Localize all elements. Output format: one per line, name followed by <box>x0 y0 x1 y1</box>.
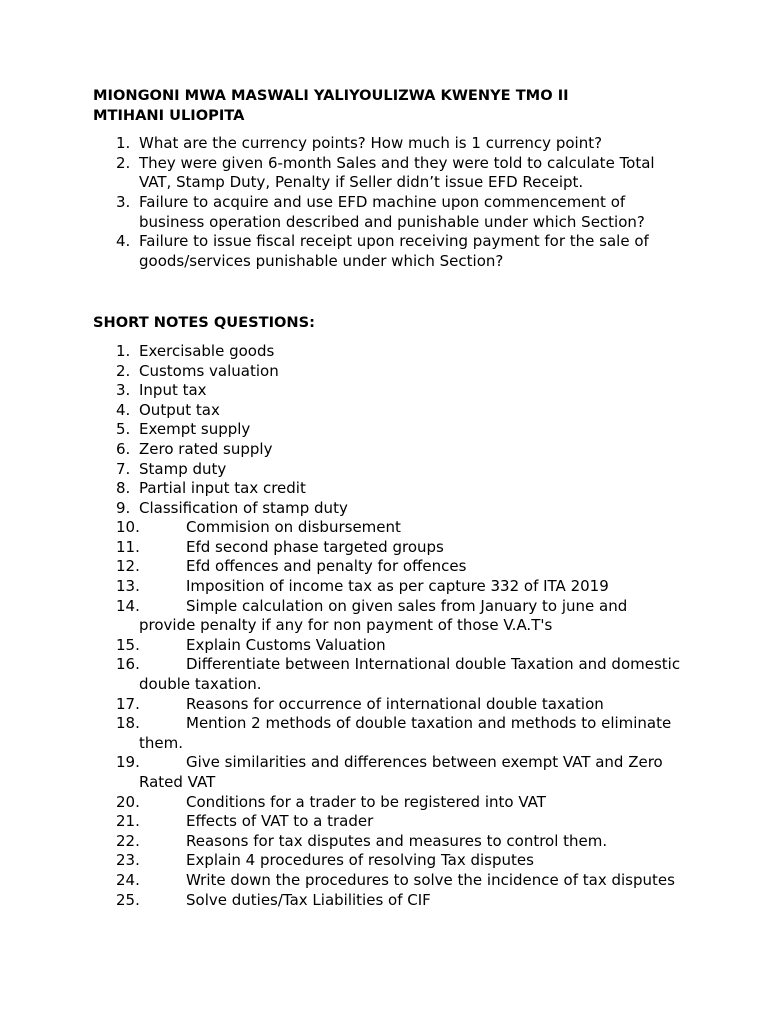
list-item <box>93 753 683 792</box>
document-page <box>93 86 683 910</box>
list-item <box>93 793 683 813</box>
list-item <box>93 420 683 440</box>
list-item <box>93 232 683 271</box>
list-item <box>93 538 683 558</box>
item-number: 24. <box>116 870 140 889</box>
list-item <box>93 440 683 460</box>
item-text: Partial input tax credit <box>139 479 306 498</box>
past-questions-list <box>93 134 683 271</box>
item-number: 22. <box>116 831 140 850</box>
list-item <box>93 401 683 421</box>
item-number: 19. <box>116 753 140 772</box>
item-text: Failure to acquire and use EFD machine upon commencement of business operation described and punishable under which Section? <box>139 192 645 231</box>
item-number: 9. <box>116 498 131 517</box>
list-item <box>93 154 683 193</box>
item-text: Efd second phase targeted groups <box>186 537 444 556</box>
list-item <box>93 812 683 832</box>
item-number: 10. <box>116 518 140 537</box>
list-item <box>93 714 683 753</box>
item-number: 5. <box>116 420 131 439</box>
item-text: What are the currency points? How much is 1 currency point? <box>139 134 603 153</box>
list-item <box>93 891 683 911</box>
list-item <box>93 557 683 577</box>
item-number: 3. <box>116 192 131 211</box>
item-number: 2. <box>116 361 131 380</box>
item-number: 1. <box>116 134 131 153</box>
list-item <box>93 655 683 694</box>
item-number: 14. <box>116 596 140 615</box>
item-number: 16. <box>116 655 140 674</box>
list-item <box>93 636 683 656</box>
item-number: 20. <box>116 792 140 811</box>
list-item <box>93 577 683 597</box>
item-number: 21. <box>116 812 140 831</box>
item-text: Commision on disbursement <box>186 518 401 537</box>
item-text: Explain Customs Valuation <box>186 635 386 654</box>
item-number: 11. <box>116 537 140 556</box>
document-heading <box>93 86 683 125</box>
item-text: Failure to issue fiscal receipt upon receiving payment for the sale of goods/services punishable under which Section? <box>139 232 649 270</box>
item-number: 25. <box>116 890 140 909</box>
item-text: Input tax <box>139 381 207 400</box>
item-number: 15. <box>116 635 140 654</box>
item-text: Zero rated supply <box>139 439 273 458</box>
item-text: Reasons for tax disputes and measures to control them. <box>186 831 608 850</box>
list-item <box>93 499 683 519</box>
short-notes-title: SHORT NOTES QUESTIONS: <box>93 314 315 332</box>
item-text: Give similarities and differences between exempt VAT and Zero Rated VAT <box>139 753 663 791</box>
list-item <box>93 832 683 852</box>
list-item <box>93 381 683 401</box>
item-text: Mention 2 methods of double taxation and methods to eliminate them. <box>139 714 672 752</box>
item-text: Efd offences and penalty for offences <box>186 557 467 576</box>
item-number: 23. <box>116 851 140 870</box>
item-number: 3. <box>116 381 131 400</box>
list-item <box>93 342 683 362</box>
item-text: They were given 6-month Sales and they were told to calculate Total VAT, Stamp Duty, Penalty if Seller didn’t issue EFD Receipt. <box>139 153 655 192</box>
item-text: Simple calculation on given sales from January to june and provide penalty if any for non payment of those V.A.T's <box>139 596 628 635</box>
item-number: 12. <box>116 557 140 576</box>
item-number: 2. <box>116 153 131 172</box>
item-text: Exercisable goods <box>139 341 275 360</box>
item-text: Conditions for a trader to be registered into VAT <box>186 792 546 811</box>
item-number: 13. <box>116 577 140 596</box>
item-text: Solve duties/Tax Liabilities of CIF <box>186 890 431 909</box>
item-number: 1. <box>116 341 131 360</box>
list-item <box>93 695 683 715</box>
item-text: Differentiate between International double Taxation and domestic double taxation. <box>139 655 681 694</box>
list-item <box>93 193 683 232</box>
list-item <box>93 871 683 891</box>
item-text: Write down the procedures to solve the incidence of tax disputes <box>186 870 675 889</box>
list-item <box>93 597 683 636</box>
list-item <box>93 460 683 480</box>
list-item <box>93 518 683 538</box>
item-number: 6. <box>116 439 131 458</box>
item-number: 4. <box>116 232 131 251</box>
item-number: 8. <box>116 479 131 498</box>
list-item <box>93 362 683 382</box>
short-notes-list <box>93 342 683 910</box>
item-number: 17. <box>116 694 140 713</box>
item-text: Customs valuation <box>139 361 279 380</box>
item-text: Output tax <box>139 400 220 419</box>
item-number: 18. <box>116 714 140 733</box>
item-number: 7. <box>116 459 131 478</box>
item-text: Effects of VAT to a trader <box>186 812 374 831</box>
list-item <box>93 134 683 154</box>
list-item <box>93 851 683 871</box>
list-item <box>93 479 683 499</box>
heading-line-2: MTIHANI ULIOPITA <box>93 106 245 124</box>
item-text: Reasons for occurrence of international double taxation <box>186 694 604 713</box>
heading-line-1: MIONGONI MWA MASWALI YALIYOULIZWA KWENYE TMO II <box>93 87 569 104</box>
item-text: Imposition of income tax as per capture 332 of ITA 2019 <box>186 577 609 596</box>
item-text: Explain 4 procedures of resolving Tax disputes <box>186 851 534 870</box>
item-text: Classification of stamp duty <box>139 498 348 517</box>
item-number: 4. <box>116 400 131 419</box>
item-text: Exempt supply <box>139 420 251 439</box>
item-text: Stamp duty <box>139 459 227 478</box>
